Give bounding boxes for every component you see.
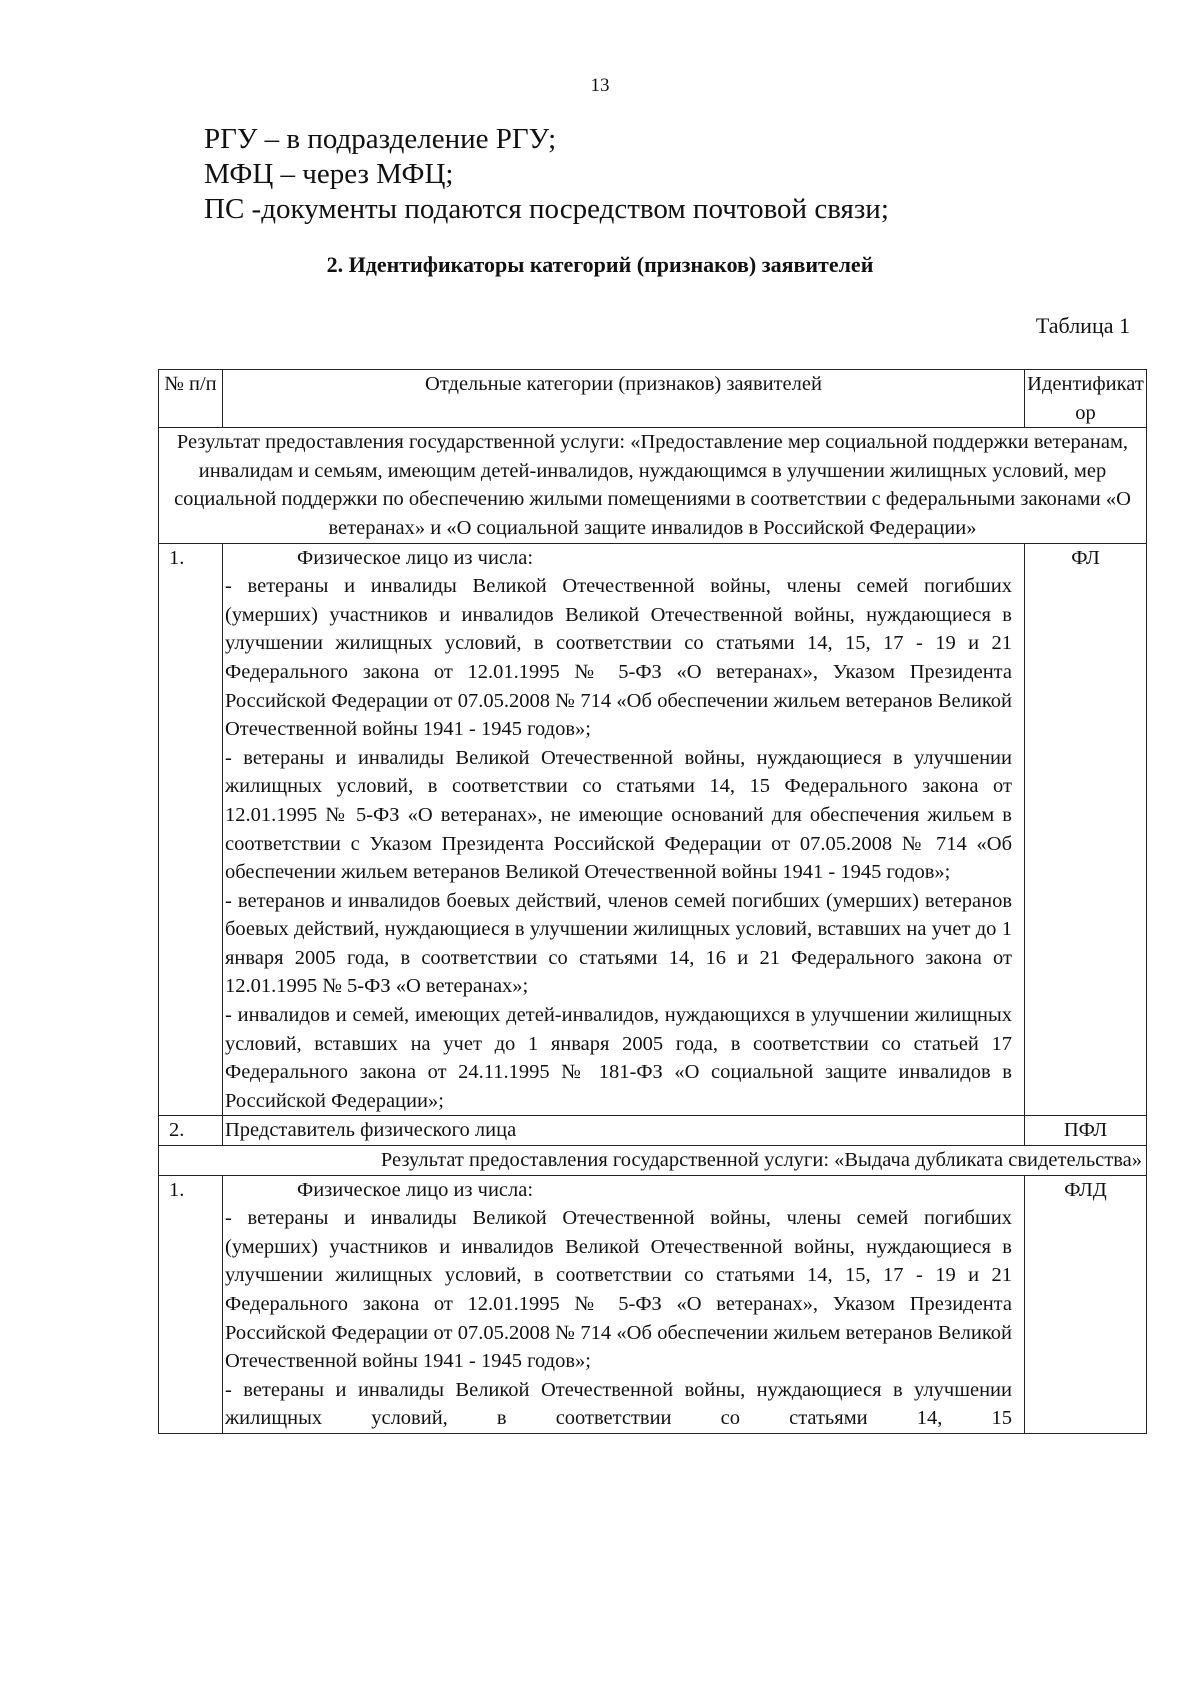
row-num: 1. (159, 1175, 223, 1433)
identifier-cell: ФЛД (1025, 1175, 1147, 1433)
intro-block (204, 122, 1104, 227)
row-num: 2. (159, 1116, 223, 1146)
table-row (159, 1175, 1147, 1433)
intro-line-mfc: МФЦ – через МФЦ; (204, 158, 454, 190)
identifier-cell: ФЛ (1025, 543, 1147, 1116)
category-item: - ветераны и инвалиды Великой Отечественной войны, нуждающиеся в улучшении жилищных условий, в соответствии со статьями 14, 15 (225, 1378, 1012, 1430)
category-item: - ветераны и инвалиды Великой Отечественной войны, нуждающиеся в улучшении жилищных условий, в соответствии со статьями 14, 15 Федерального закона от 12.01.1995 № 5-ФЗ «О ветеранах», не имеющие оснований для обеспечения жильем в соответствии с Указом Президента Российской Федерации от 07.05.2008 № 714 «Об обеспечении жильем ветеранов Великой Отечественной войны 1941 - 1945 годов»; (225, 746, 1012, 884)
header-num: № п/п (159, 370, 223, 428)
category-item: - ветераны и инвалиды Великой Отечественной войны, члены семей погибших (умерших) участников и инвалидов Великой Отечественной войны, нуждающиеся в улучшении жилищных условий, в соответствии со статьями 14, 15, 17 - 19 и 21 Федерального закона от 12.01.1995 № 5-ФЗ «О ветеранах», Указом Президента Российской Федерации от 07.05.2008 № 714 «Об обеспечении жильем ветеранов Великой Отечественной войны 1941 - 1945 годов»; (225, 1207, 1012, 1373)
result-row-2 (159, 1146, 1147, 1176)
applicant-categories-table (158, 369, 1147, 1434)
category-item: - инвалидов и семей, имеющих детей-инвалидов, нуждающихся в улучшении жилищных условий, вставших на учет до 1 января 2005 года, в соответствии со статьей 17 Федерального закона от 24.11.1995 № 181-ФЗ «О социальной защите инвалидов в Российской Федерации»; (225, 1004, 1012, 1112)
table-caption: Таблица 1 (1035, 313, 1130, 338)
table-row (159, 1116, 1147, 1146)
category-intro: Физическое лицо из числа: (297, 546, 534, 569)
category-cell (223, 543, 1025, 1116)
result-row-1 (159, 428, 1147, 543)
result-text-2: Результат предоставления государственной услуги: «Выдача дубликата свидетельства» (159, 1146, 1147, 1176)
category-intro: Физическое лицо из числа: (297, 1178, 534, 1201)
intro-line-rgu: РГУ – в подразделение РГУ; (204, 123, 557, 155)
table-header-row (159, 370, 1147, 428)
section-heading: 2. Идентификаторы категорий (признаков) заявителей (326, 252, 874, 277)
category-item: - ветеранов и инвалидов боевых действий, членов семей погибших (умерших) ветеранов боевых действий, нуждающиеся в улучшении жилищных условий, вставших на учет до 1 января 2005 года, в соответствии со статьями 14, 16 и 21 Федерального закона от 12.01.1995 № 5-ФЗ «О ветеранах»; (225, 889, 1012, 998)
intro-line-ps: ПС -документы подаются посредством почтовой связи; (204, 193, 889, 225)
category-cell (223, 1175, 1025, 1433)
table-row (159, 543, 1147, 1116)
category-cell: Представитель физического лица (223, 1116, 1025, 1146)
header-identifier: Идентификатор (1025, 370, 1147, 428)
result-text-1: Результат предоставления государственной услуги: «Предоставление мер социальной поддержки ветеранам, инвалидам и семьям, имеющим детей-инвалидов, нуждающимся в улучшении жилищных условий, мер социальной поддержки по обеспечению жилыми помещениями в соответствии с федеральными законами «О ветеранах» и «О социальной защите инвалидов в Российской Федерации» (159, 428, 1147, 543)
header-category: Отдельные категории (признаков) заявителей (223, 370, 1025, 428)
row-num: 1. (159, 543, 223, 1116)
page-number: 13 (590, 75, 610, 96)
identifier-cell: ПФЛ (1025, 1116, 1147, 1146)
category-item: - ветераны и инвалиды Великой Отечественной войны, члены семей погибших (умерших) участников и инвалидов Великой Отечественной войны, нуждающиеся в улучшении жилищных условий, в соответствии со статьями 14, 15, 17 - 19 и 21 Федерального закона от 12.01.1995 № 5-ФЗ «О ветеранах», Указом Президента Российской Федерации от 07.05.2008 № 714 «Об обеспечении жильем ветеранов Великой Отечественной войны 1941 - 1945 годов»; (225, 575, 1012, 741)
